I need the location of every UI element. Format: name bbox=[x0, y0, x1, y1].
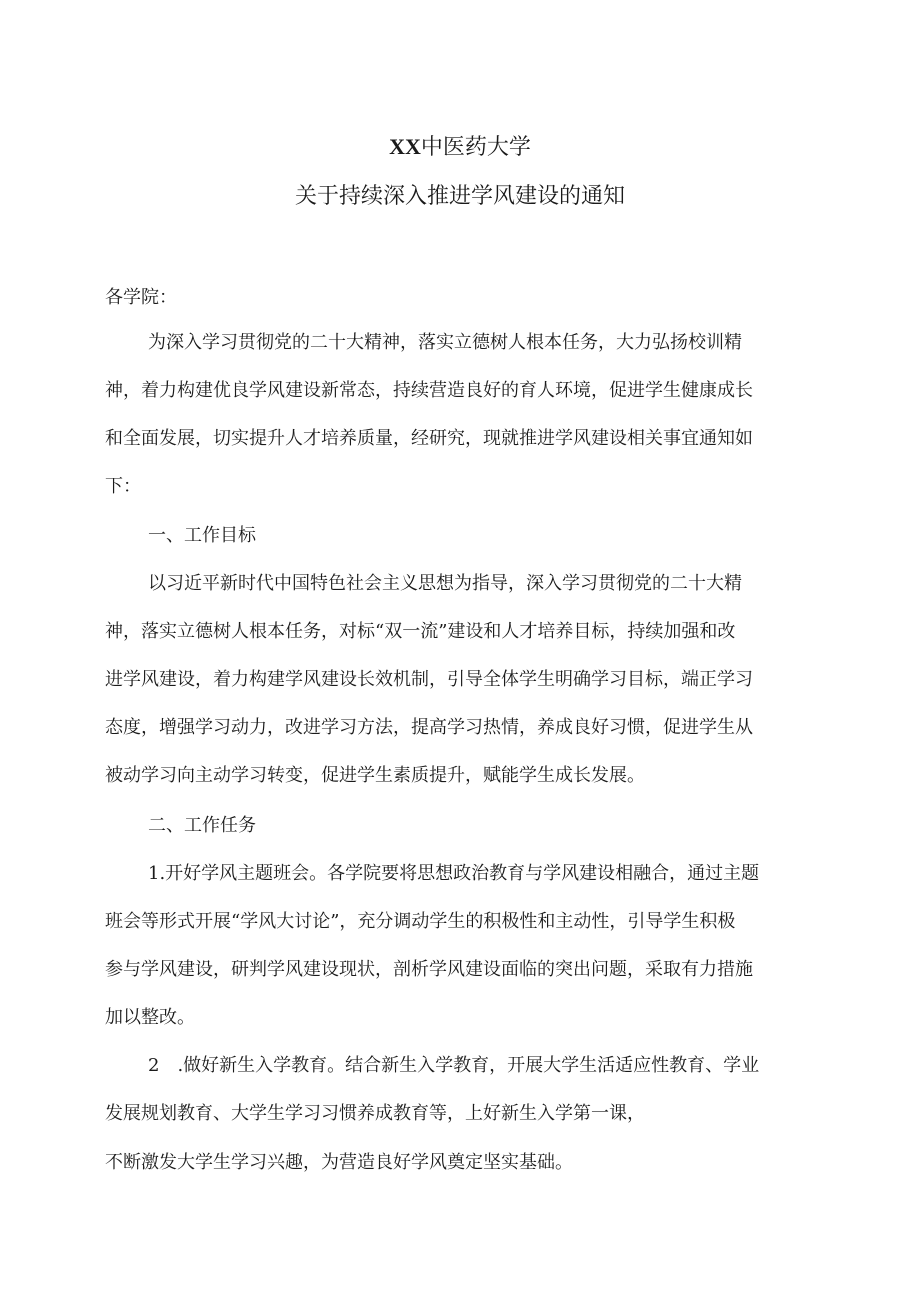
document-subtitle: 关于持续深入推进学风建设的通知 bbox=[294, 184, 625, 209]
section1-line: 神，落实立德树人根本任务，对标“双一流”建设和人才培养目标，持续加强和改 bbox=[105, 621, 736, 642]
task2-line: 2 .做好新生入学教育。结合新生入学教育，开展大学生活适应性教育、学业 bbox=[148, 1055, 760, 1076]
task1-line: 参与学风建设，研判学风建设现状，剖析学风建设面临的突出问题，采取有力措施 bbox=[105, 959, 753, 980]
intro-line: 神，着力构建优良学风建设新常态，持续营造良好的育人环境，促进学生健康成长 bbox=[105, 380, 753, 401]
title-org-name: 中医药大学 bbox=[420, 135, 531, 160]
intro-line: 下： bbox=[105, 476, 141, 497]
document-title-org bbox=[0, 132, 920, 163]
section1-line: 被动学习向主动学习转变，促进学生素质提升，赋能学生成长发展。 bbox=[105, 765, 645, 786]
task1-line: 1.开好学风主题班会。各学院要将思想政治教育与学风建设相融合，通过主题 bbox=[148, 863, 760, 884]
section-heading-tasks: 二、工作任务 bbox=[148, 815, 256, 836]
task2-line: 发展规划教育、大学生学习习惯养成教育等，上好新生入学第一课， bbox=[105, 1103, 645, 1124]
task1-line: 加以整改。 bbox=[105, 1007, 195, 1028]
title-org-prefix: XX bbox=[389, 134, 421, 159]
section1-line: 以习近平新时代中国特色社会主义思想为指导，深入学习贯彻党的二十大精 bbox=[148, 573, 742, 594]
intro-line: 和全面发展，切实提升人才培养质量，经研究，现就推进学风建设相关事宜通知如 bbox=[105, 428, 753, 449]
section1-line: 进学风建设，着力构建学风建设长效机制，引导全体学生明确学习目标，端正学习 bbox=[105, 669, 753, 690]
task2-line: 不断激发大学生学习兴趣，为营造良好学风奠定坚实基础。 bbox=[105, 1152, 573, 1173]
section-heading-goals: 一、工作目标 bbox=[148, 525, 256, 546]
section1-line: 态度，增强学习动力，改进学习方法，提高学习热情，养成良好习惯，促进学生从 bbox=[105, 717, 753, 738]
task1-line: 班会等形式开展“学风大讨论”，充分调动学生的积极性和主动性，引导学生积极 bbox=[105, 911, 736, 932]
intro-line: 为深入学习贯彻党的二十大精神，落实立德树人根本任务，大力弘扬校训精 bbox=[148, 332, 742, 353]
salutation: 各学院： bbox=[105, 287, 177, 308]
